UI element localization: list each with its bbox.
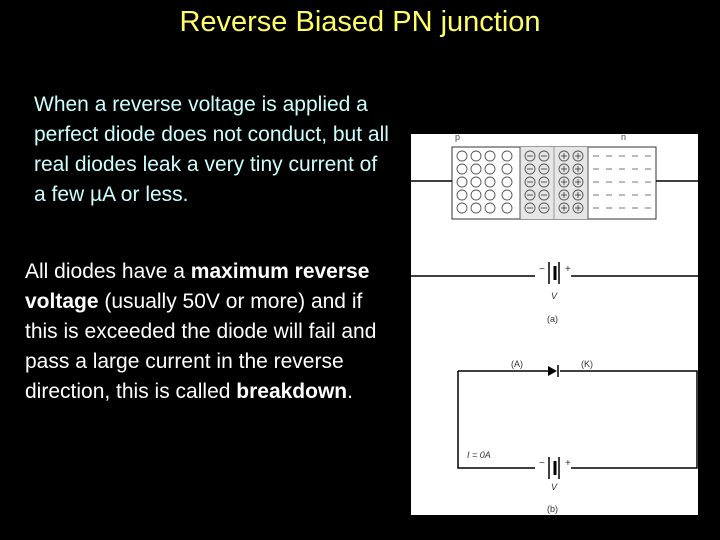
label-n: n xyxy=(621,134,627,142)
breakdown-paragraph xyxy=(25,257,395,407)
label-p: p xyxy=(455,134,461,142)
diode-cathode-label: (K) xyxy=(581,359,593,369)
battery-b-minus: − xyxy=(539,458,545,469)
circuit-diagram xyxy=(411,134,698,515)
battery-a-minus: − xyxy=(539,264,545,275)
leakage-paragraph: When a reverse voltage is applied a perfect diode does not conduct, but all real diodes leak a very tiny current of a few µA or less. xyxy=(34,93,389,206)
bold-term-breakdown: breakdown xyxy=(236,380,348,403)
battery-b-plus: + xyxy=(565,458,571,469)
diode-icon xyxy=(548,365,558,377)
battery-b-voltage: V xyxy=(551,482,558,492)
battery-a-voltage: V xyxy=(551,291,558,301)
text-run: . xyxy=(347,380,353,403)
bold-term-max-reverse-voltage: maximum reverse voltage xyxy=(25,260,370,313)
text-run: All diodes have a xyxy=(25,260,191,283)
battery-b-icon xyxy=(549,457,559,479)
caption-b: (b) xyxy=(547,504,558,514)
wire-b-loop xyxy=(458,371,697,468)
current-label: I = 0A xyxy=(467,450,491,460)
text-run: (usually 50V or more) and if this is exceeded the diode will fail and pass a large current in the reverse direction, this is called xyxy=(25,290,377,403)
battery-a-plus: + xyxy=(565,264,571,275)
pn-junction-figure xyxy=(411,134,698,515)
battery-a-icon xyxy=(549,262,559,284)
diode-anode-label: (A) xyxy=(511,359,523,369)
caption-a: (a) xyxy=(547,314,558,324)
slide-title: Reverse Biased PN junction xyxy=(179,6,541,38)
